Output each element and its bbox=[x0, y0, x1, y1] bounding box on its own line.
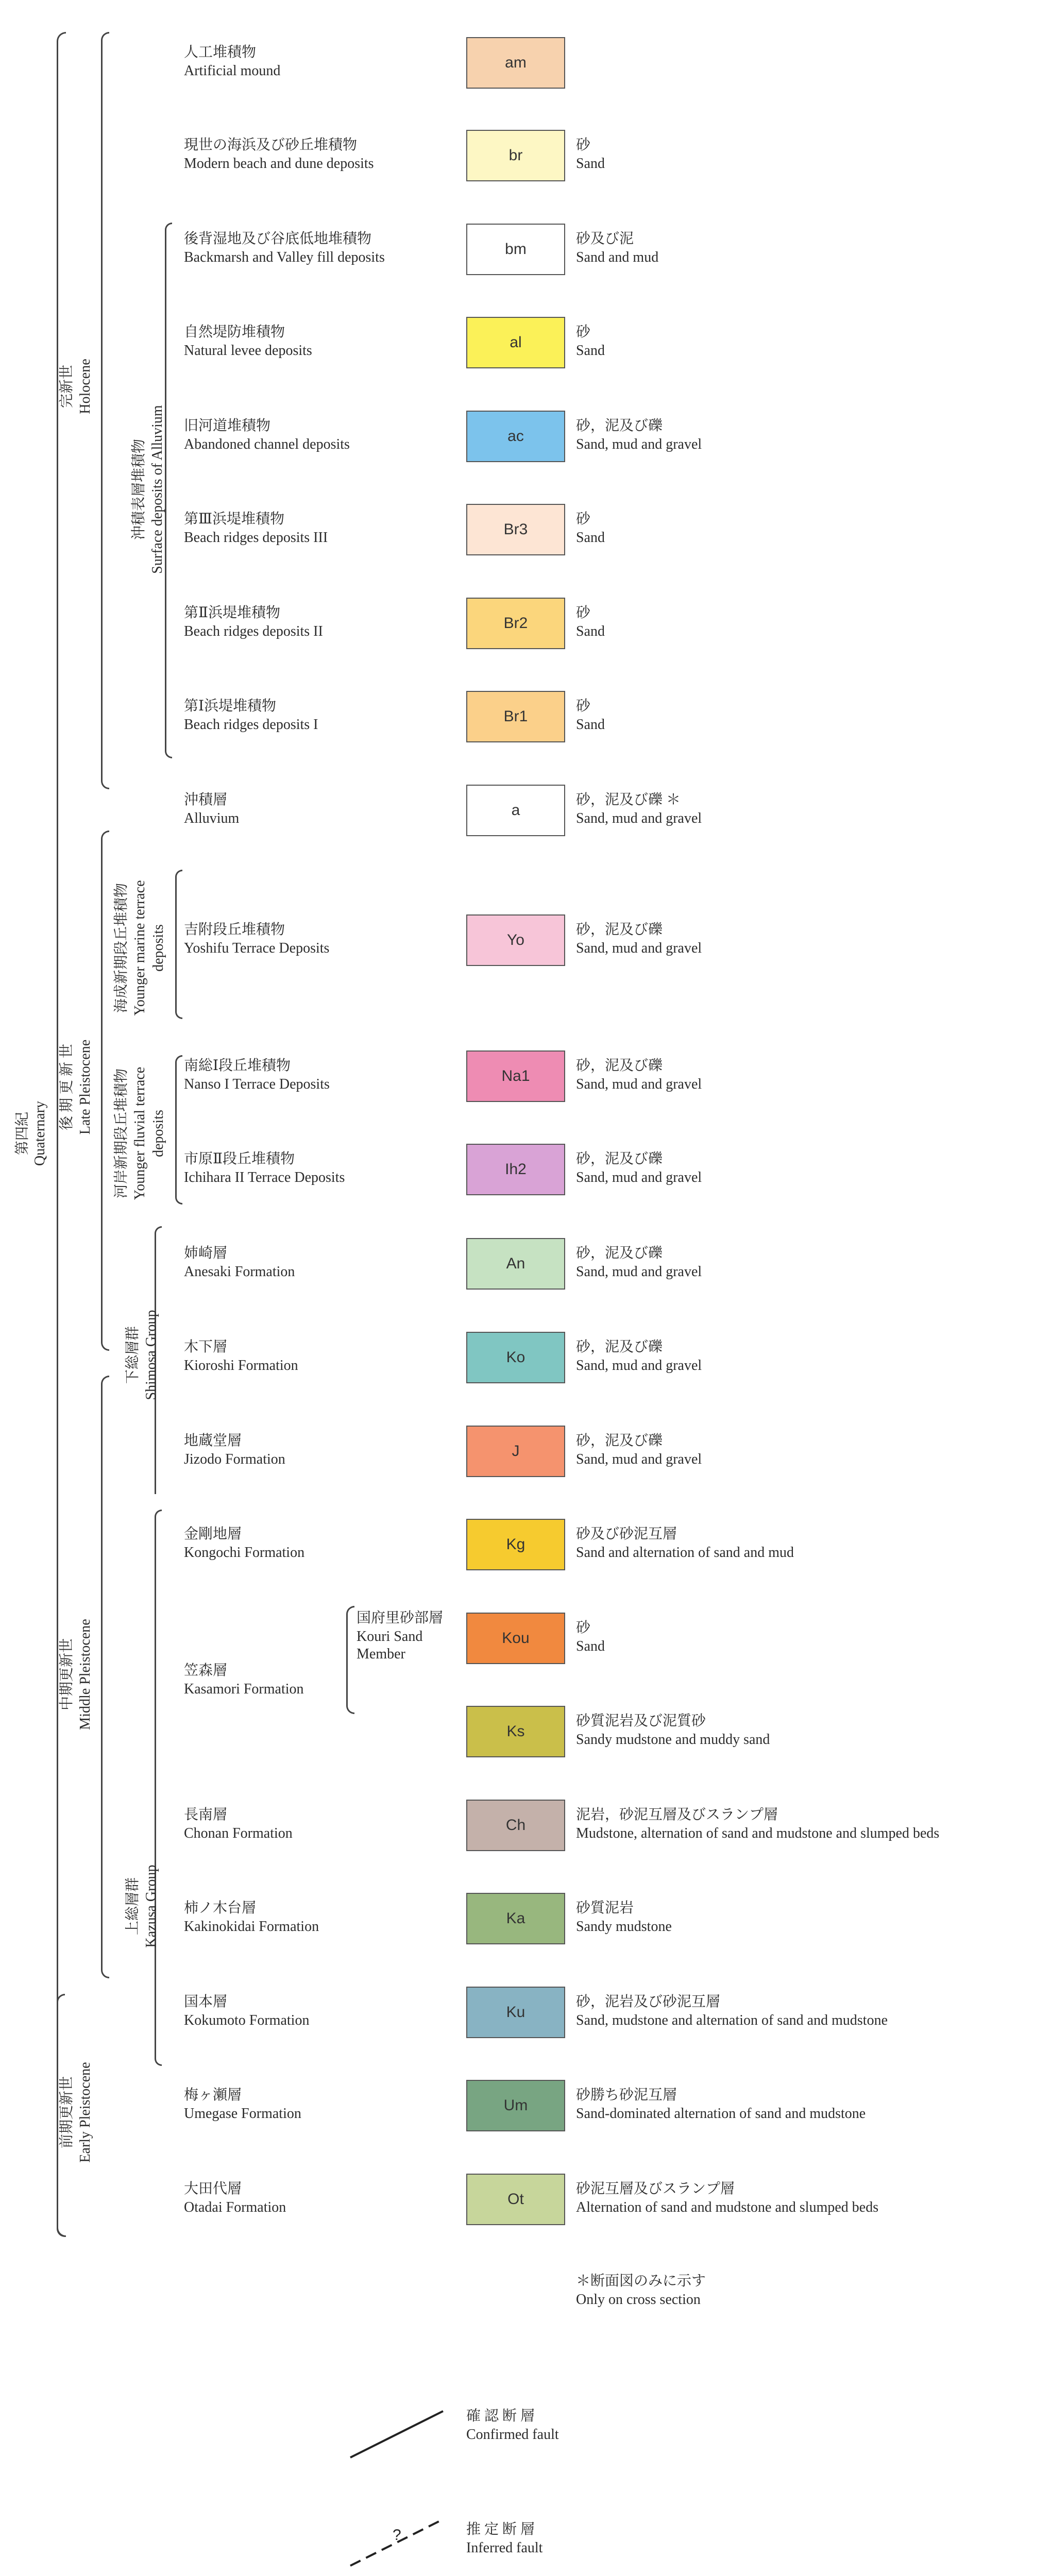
unit-name-en: Beach ridges deposits III bbox=[184, 530, 328, 546]
unit-color-box: Ks bbox=[466, 1706, 565, 1757]
quaternary-bracket bbox=[57, 32, 66, 2237]
lithology-en: Sand, mud and gravel bbox=[576, 1451, 702, 1467]
unit-color-box: am bbox=[466, 37, 565, 89]
unit-name-en: Beach ridges deposits II bbox=[184, 623, 323, 639]
kazusa-label-ja: 上総層群 bbox=[125, 1877, 141, 1936]
unit-color-box: Br2 bbox=[466, 598, 565, 649]
early-pleistocene-label-en: Early Pleistocene bbox=[77, 2062, 93, 2163]
lithology-en: Sand, mud and gravel bbox=[576, 1076, 702, 1092]
lithology-ja: 砂，泥及び礫 bbox=[576, 1058, 663, 1074]
unit-color-box: bm bbox=[466, 224, 565, 275]
unit-name-en: Kakinokidai Formation bbox=[184, 1919, 319, 1935]
unit-name-ja: 大田代層 bbox=[184, 2181, 242, 2197]
kouri-en-1: Kouri Sand bbox=[357, 1629, 423, 1645]
fluvial-terrace-label-en2: deposits bbox=[150, 1110, 166, 1157]
kazusa-label-en: Kazusa Group bbox=[143, 1865, 159, 1948]
footnote-ja: ＊断面図のみに示す bbox=[576, 2273, 706, 2289]
lithology-ja: 砂，泥及び礫 bbox=[576, 922, 663, 938]
unit-color-box: Br3 bbox=[466, 504, 565, 555]
unit-color-box: ac bbox=[466, 411, 565, 462]
shimosa-label-en: Shimosa Group bbox=[143, 1310, 159, 1400]
lithology-ja: 砂，泥及び礫 bbox=[576, 418, 663, 434]
confirmed-fault-en: Confirmed fault bbox=[466, 2427, 559, 2443]
lithology-ja: 砂質泥岩 bbox=[576, 1900, 634, 1916]
lithology-en: Sand bbox=[576, 1638, 605, 1654]
lithology-ja: 砂質泥岩及び泥質砂 bbox=[576, 1713, 706, 1729]
lithology-ja: 砂，泥及び礫 ＊ bbox=[576, 792, 681, 808]
lithology-en: Sand, mud and gravel bbox=[576, 1358, 702, 1374]
lithology-en: Sand, mud and gravel bbox=[576, 1264, 702, 1280]
unit-color-box: Ih2 bbox=[466, 1144, 565, 1195]
lithology-ja: 砂 bbox=[576, 137, 591, 153]
lithology-en: Sand, mudstone and alternation of sand and mudstone bbox=[576, 2012, 888, 2028]
unit-name-en: Artificial mound bbox=[184, 63, 281, 79]
unit-name-ja: 第Ⅰ浜堤堆積物 bbox=[184, 698, 277, 714]
unit-name-ja: 第Ⅲ浜堤堆積物 bbox=[184, 511, 285, 527]
lithology-ja: 泥岩，砂泥互層及びスランプ層 bbox=[576, 1807, 778, 1823]
kasamori-ja: 笠森層 bbox=[184, 1663, 228, 1679]
unit-color-box: Kou bbox=[466, 1613, 565, 1664]
shimosa-label-ja: 下総層群 bbox=[125, 1326, 141, 1384]
unit-color-box: al bbox=[466, 317, 565, 368]
unit-name-ja: 第Ⅱ浜堤堆積物 bbox=[184, 605, 281, 621]
unit-color-box: J bbox=[466, 1426, 565, 1477]
middle-pleistocene-bracket bbox=[101, 1376, 109, 1978]
unit-name-ja: 梅ヶ瀬層 bbox=[184, 2087, 242, 2103]
unit-color-box: Ka bbox=[466, 1893, 565, 1944]
early-pleistocene-label-ja: 前期更新世 bbox=[59, 2076, 75, 2149]
unit-name-ja: 柿ノ木台層 bbox=[184, 1900, 257, 1916]
lithology-en: Alternation of sand and mudstone and slumped beds bbox=[576, 2199, 879, 2215]
unit-name-ja: 旧河道堆積物 bbox=[184, 418, 271, 434]
lithology-ja: 砂，泥及び礫 bbox=[576, 1245, 663, 1261]
unit-name-en: Modern beach and dune deposits bbox=[184, 156, 374, 172]
marine-terrace-label-en1: Younger marine terrace bbox=[132, 880, 148, 1016]
unit-name-ja: 後背湿地及び谷底低地堆積物 bbox=[184, 231, 372, 247]
kazusa-bracket bbox=[155, 1510, 162, 2066]
unit-color-box: Um bbox=[466, 2080, 565, 2131]
lithology-en: Sand, mud and gravel bbox=[576, 436, 702, 452]
fluvial-terrace-label-ja: 河岸新期段丘堆積物 bbox=[113, 1068, 129, 1199]
unit-name-ja: 長南層 bbox=[184, 1807, 228, 1823]
middle-pleistocene-label-ja: 中期更新世 bbox=[59, 1638, 75, 1711]
lithology-ja: 砂 bbox=[576, 605, 591, 621]
surface-alluvium-label-en: Surface deposits of Alluvium bbox=[149, 405, 165, 574]
lithology-ja: 砂及び砂泥互層 bbox=[576, 1526, 677, 1542]
lithology-en: Sand bbox=[576, 717, 605, 733]
unit-name-en: Beach ridges deposits I bbox=[184, 717, 318, 733]
marine-terrace-label-en2: deposits bbox=[150, 924, 166, 972]
lithology-en: Mudstone, alternation of sand and mudstone and slumped beds bbox=[576, 1825, 940, 1841]
late-pleistocene-label-en: Late Pleistocene bbox=[77, 1039, 93, 1135]
late-pleistocene-bracket bbox=[101, 831, 109, 1351]
lithology-ja: 砂，泥及び礫 bbox=[576, 1151, 663, 1167]
lithology-en: Sandy mudstone bbox=[576, 1919, 672, 1935]
unit-name-en: Abandoned channel deposits bbox=[184, 436, 350, 452]
unit-name-ja: 南総Ⅰ段丘堆積物 bbox=[184, 1058, 291, 1074]
lithology-en: Sand and mud bbox=[576, 249, 659, 265]
lithology-ja: 砂，泥及び礫 bbox=[576, 1339, 663, 1355]
unit-name-en: Umegase Formation bbox=[184, 2106, 301, 2122]
quaternary-label-en: Quaternary bbox=[32, 1101, 48, 1166]
middle-pleistocene-label-en: Middle Pleistocene bbox=[77, 1619, 93, 1730]
unit-name-ja: 金剛地層 bbox=[184, 1526, 242, 1542]
unit-color-box: Ch bbox=[466, 1800, 565, 1851]
inferred-fault-ja: 推 定 断 層 bbox=[466, 2521, 535, 2537]
marine-terrace-bracket bbox=[175, 870, 182, 1019]
lithology-en: Sand bbox=[576, 343, 605, 359]
unit-color-box: a bbox=[466, 785, 565, 836]
unit-name-ja: 現世の海浜及び砂丘堆積物 bbox=[184, 137, 358, 153]
fluvial-terrace-bracket bbox=[175, 1055, 182, 1205]
lithology-en: Sand, mud and gravel bbox=[576, 810, 702, 826]
unit-name-en: Natural levee deposits bbox=[184, 343, 312, 359]
lithology-en: Sand-dominated alternation of sand and mudstone bbox=[576, 2106, 866, 2122]
lithology-ja: 砂泥互層及びスランプ層 bbox=[576, 2181, 735, 2197]
lithology-en: Sand, mud and gravel bbox=[576, 1170, 702, 1185]
unit-name-en: Kongochi Formation bbox=[184, 1545, 305, 1561]
unit-color-box: Br1 bbox=[466, 691, 565, 742]
unit-name-en: Ichihara II Terrace Deposits bbox=[184, 1170, 345, 1185]
unit-name-en: Nanso I Terrace Deposits bbox=[184, 1076, 330, 1092]
unit-color-box: Yo bbox=[466, 914, 565, 966]
unit-name-ja: 沖積層 bbox=[184, 792, 228, 808]
confirmed-fault-symbol bbox=[345, 2406, 448, 2463]
confirmed-fault-ja: 確 認 断 層 bbox=[466, 2408, 535, 2424]
unit-name-ja: 人工堆積物 bbox=[184, 44, 257, 60]
kouri-en-2: Member bbox=[357, 1646, 405, 1662]
unit-name-en: Kioroshi Formation bbox=[184, 1358, 298, 1374]
unit-name-ja: 国本層 bbox=[184, 1994, 228, 2010]
lithology-ja: 砂及び泥 bbox=[576, 231, 634, 247]
unit-color-box: An bbox=[466, 1238, 565, 1290]
unit-name-en: Jizodo Formation bbox=[184, 1451, 285, 1467]
unit-name-ja: 吉附段丘堆積物 bbox=[184, 922, 285, 938]
unit-name-ja: 市原Ⅱ段丘堆積物 bbox=[184, 1151, 295, 1167]
unit-name-ja: 自然堤防堆積物 bbox=[184, 324, 285, 340]
unit-name-ja: 地蔵堂層 bbox=[184, 1433, 242, 1449]
unit-name-ja: 木下層 bbox=[184, 1339, 228, 1355]
lithology-en: Sand bbox=[576, 530, 605, 546]
lithology-en: Sandy mudstone and muddy sand bbox=[576, 1732, 770, 1748]
lithology-ja: 砂 bbox=[576, 324, 591, 340]
lithology-ja: 砂 bbox=[576, 1620, 591, 1636]
inferred-fault-symbol bbox=[345, 2514, 448, 2571]
lithology-en: Sand bbox=[576, 156, 605, 172]
unit-color-box: Na1 bbox=[466, 1050, 565, 1102]
unit-name-en: Yoshifu Terrace Deposits bbox=[184, 940, 330, 956]
late-pleistocene-label-ja: 後 期 更 新 世 bbox=[59, 1043, 75, 1131]
unit-name-en: Anesaki Formation bbox=[184, 1264, 295, 1280]
unit-name-ja: 姉崎層 bbox=[184, 1245, 228, 1261]
unit-color-box: br bbox=[466, 130, 565, 181]
inferred-fault-en: Inferred fault bbox=[466, 2540, 543, 2556]
unit-name-en: Alluvium bbox=[184, 810, 240, 826]
kasamori-bracket bbox=[346, 1606, 354, 1714]
unit-color-box: Ot bbox=[466, 2174, 565, 2225]
holocene-bracket bbox=[101, 32, 109, 789]
inferred-fault-question-mark: ? bbox=[393, 2527, 401, 2544]
fluvial-terrace-label-en1: Younger fluvial terrace bbox=[132, 1066, 148, 1200]
lithology-en: Sand, mud and gravel bbox=[576, 940, 702, 956]
unit-color-box: Ku bbox=[466, 1987, 565, 2038]
lithology-en: Sand bbox=[576, 623, 605, 639]
lithology-ja: 砂 bbox=[576, 698, 591, 714]
lithology-en: Sand and alternation of sand and mud bbox=[576, 1545, 794, 1561]
holocene-label-en: Holocene bbox=[77, 359, 93, 414]
unit-name-en: Chonan Formation bbox=[184, 1825, 293, 1841]
unit-name-en: Otadai Formation bbox=[184, 2199, 286, 2215]
footnote-en: Only on cross section bbox=[576, 2292, 701, 2308]
marine-terrace-label-ja: 海成新期段丘堆積物 bbox=[113, 883, 129, 1013]
lithology-ja: 砂，泥及び礫 bbox=[576, 1433, 663, 1449]
lithology-ja: 砂勝ち砂泥互層 bbox=[576, 2087, 677, 2103]
kouri-ja: 国府里砂部層 bbox=[357, 1610, 444, 1626]
unit-color-box: Kg bbox=[466, 1519, 565, 1570]
unit-name-en: Backmarsh and Valley fill deposits bbox=[184, 249, 385, 265]
quaternary-label-ja: 第四紀 bbox=[14, 1111, 30, 1156]
lithology-ja: 砂 bbox=[576, 511, 591, 527]
unit-color-box: Ko bbox=[466, 1332, 565, 1383]
lithology-ja: 砂，泥岩及び砂泥互層 bbox=[576, 1994, 721, 2010]
unit-name-en: Kokumoto Formation bbox=[184, 2012, 310, 2028]
surface-alluvium-label-ja: 沖積表層堆積物 bbox=[131, 438, 147, 540]
holocene-label-ja: 完新世 bbox=[59, 364, 75, 409]
kasamori-en: Kasamori Formation bbox=[184, 1681, 304, 1697]
